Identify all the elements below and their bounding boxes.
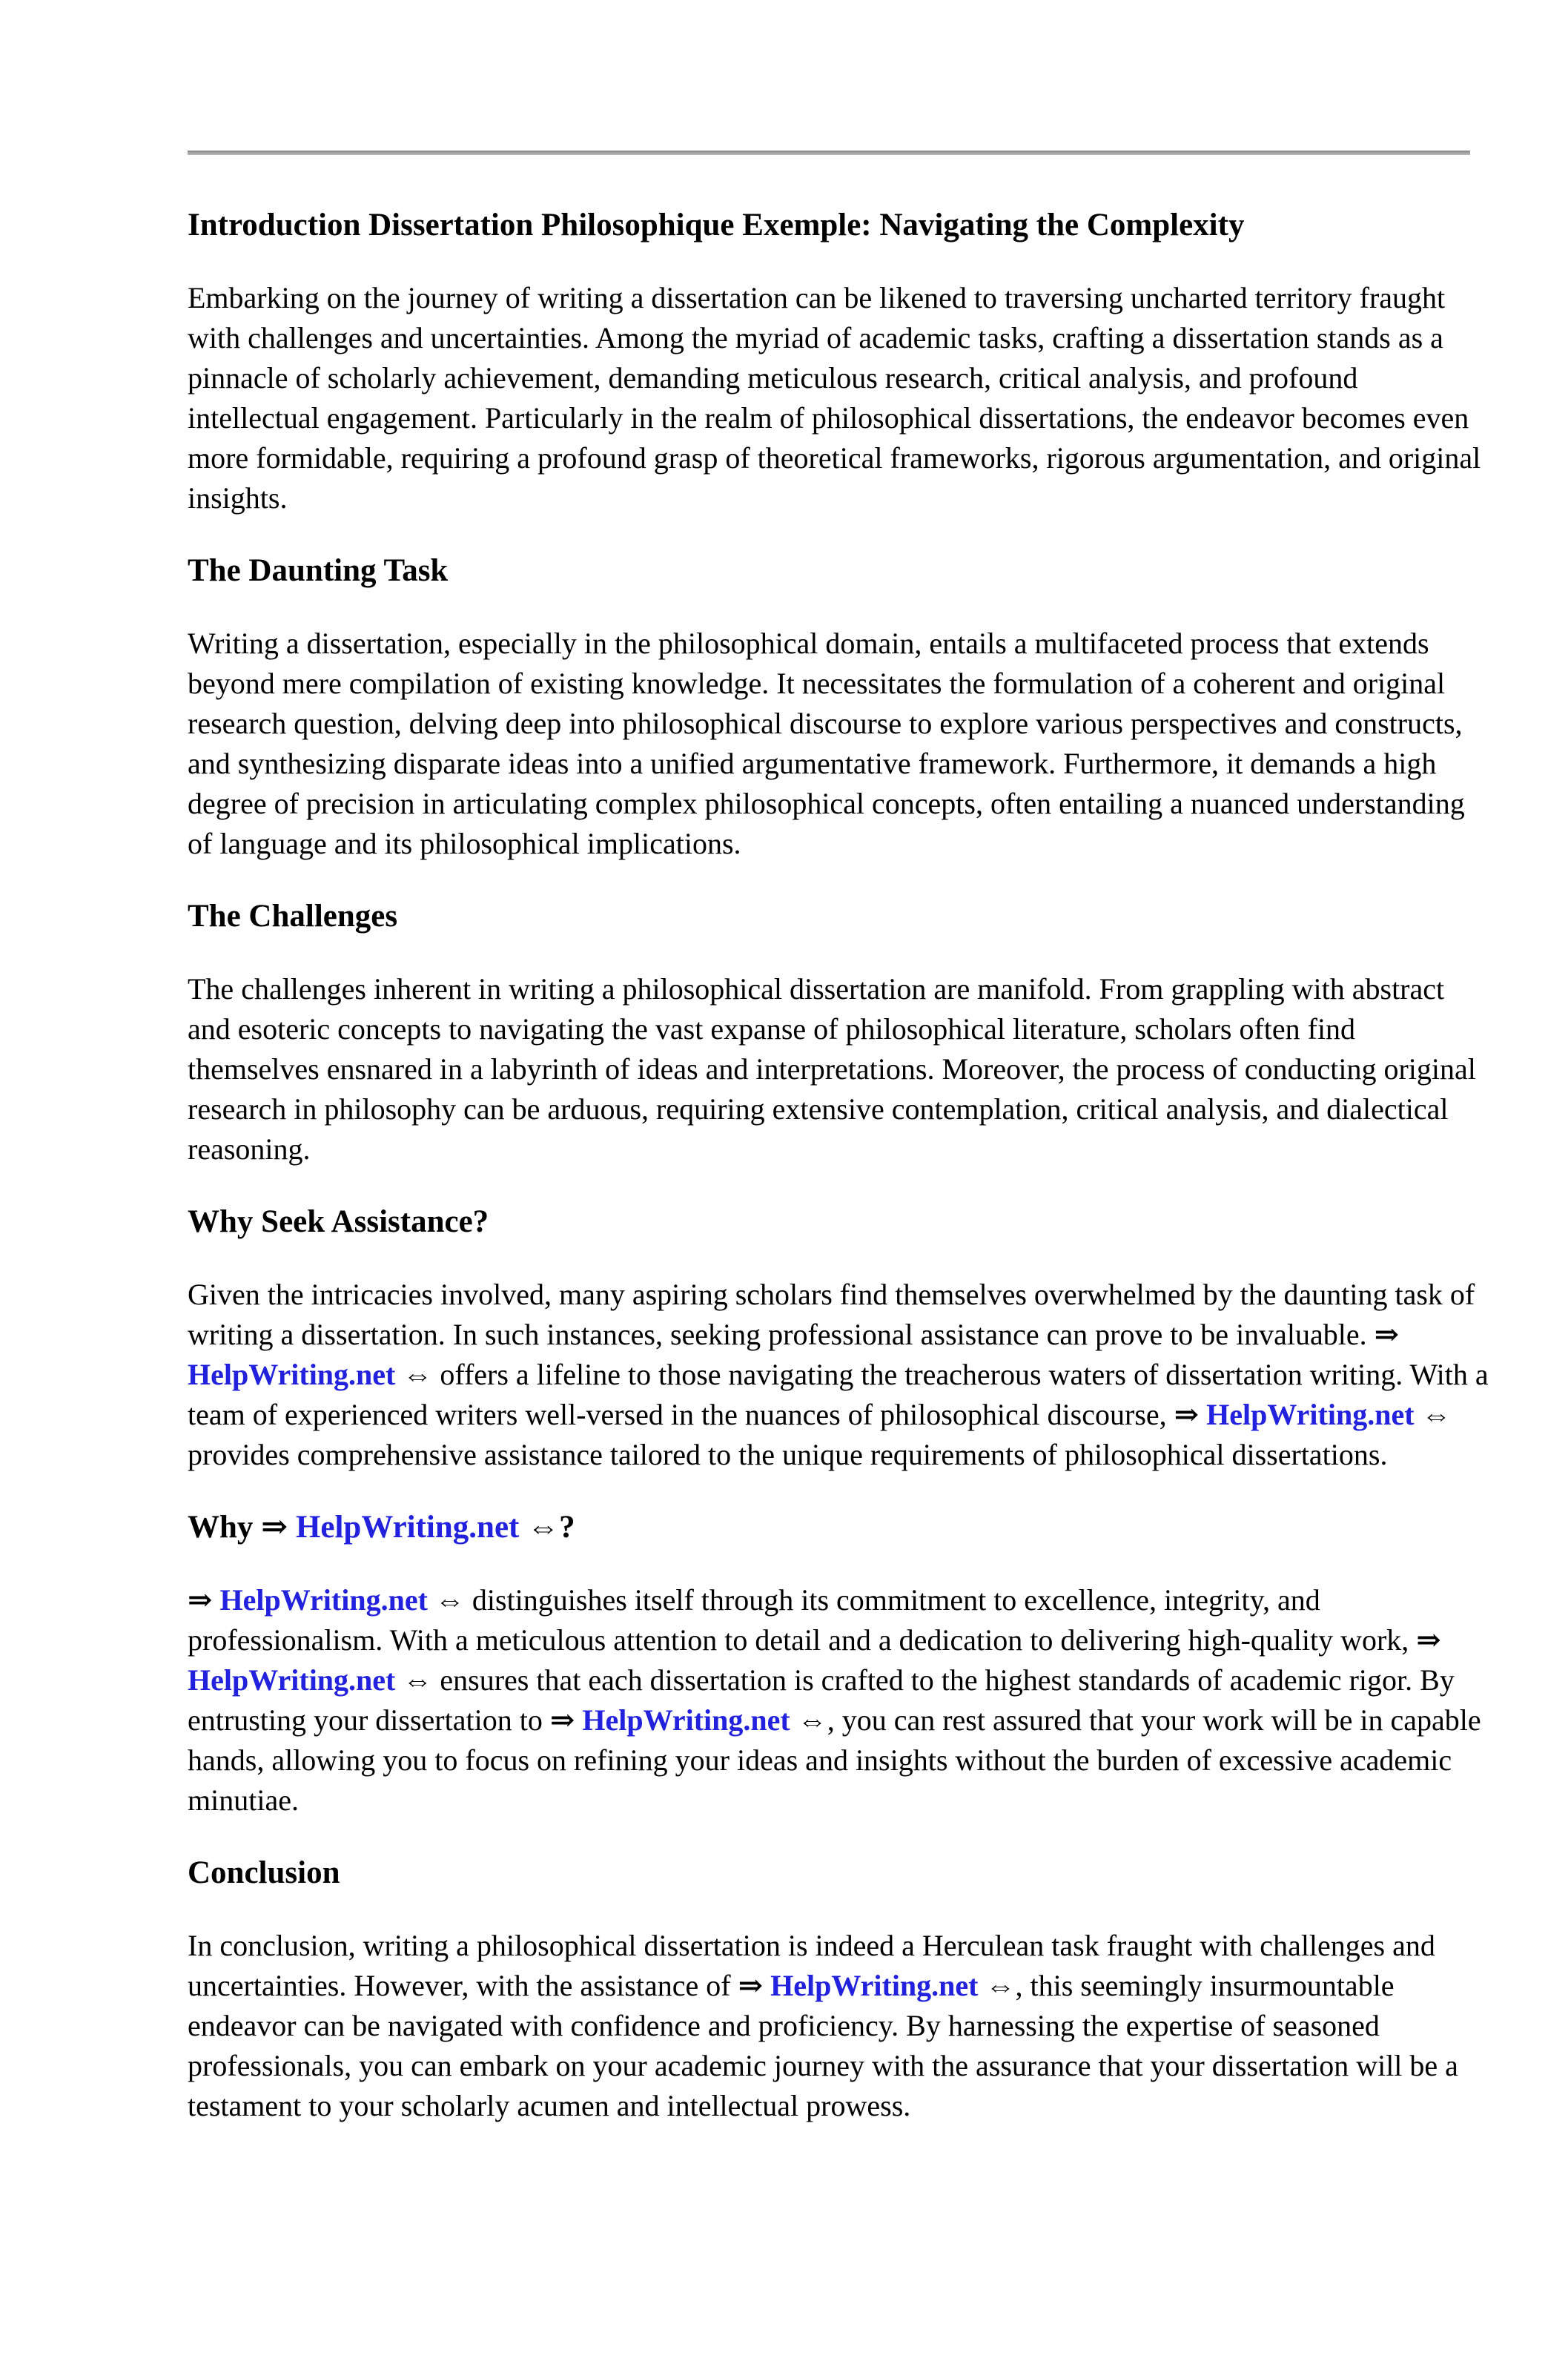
double-arrow-glyph: ⇒: [738, 1969, 771, 2002]
helpwriting-link[interactable]: HelpWriting.net: [1206, 1398, 1415, 1431]
text-run: ?: [559, 1510, 575, 1545]
heading-why-helpwriting: [188, 1508, 1494, 1548]
paragraph-challenges: [188, 969, 1494, 1169]
text-run: Why Seek Assistance?: [188, 1204, 489, 1239]
double-arrow-glyph: ⇔: [790, 1703, 827, 1737]
text-run: Given the intricacies involved, many aspiring scholars find themselves overwhelmed by the daunting task of writing a dissertation. In such instances, seeking professional assistance can prove to be invaluable.: [188, 1278, 1475, 1351]
double-arrow-glyph: ⇒: [188, 1583, 220, 1617]
paragraph-conclusion: [188, 1926, 1494, 2126]
text-run: ensures that each dissertation is crafted to the highest standards of academic rigor. By entrusting your dissertation to: [188, 1663, 1455, 1737]
double-arrow-glyph: ⇔: [519, 1510, 560, 1545]
text-run: The challenges inherent in writing a philosophical dissertation are manifold. From grappling with abstract and esoteric concepts to navigating the vast expanse of philosophical literature, scholars often find themselves ensnared in a labyrinth of ideas and interpretations. Moreover, the process of conducting original research in philosophy can be arduous, requiring extensive contemplation, critical analysis, and dialectical reasoning.: [188, 972, 1476, 1166]
double-arrow-glyph: ⇔: [1414, 1398, 1452, 1431]
paragraph-why-seek-assistance: [188, 1275, 1494, 1475]
page-title: [188, 205, 1494, 245]
heading-why-seek-assistance: [188, 1202, 1494, 1242]
double-arrow-glyph: ⇔: [395, 1358, 433, 1391]
text-run: , this seemingly insurmountable endeavor can be navigated with confidence and proficiency. By harnessing the expertise of seasoned professionals, you can embark on your academic journey with the assurance that your dissertation will be a testament to your scholarly acumen and intellectual prowess.: [188, 1969, 1458, 2122]
double-arrow-glyph: ⇔: [978, 1969, 1016, 2002]
double-arrow-glyph: ⇒: [1174, 1398, 1207, 1431]
text-run: The Challenges: [188, 899, 398, 934]
paragraph-why-helpwriting: [188, 1580, 1494, 1821]
text-run: The Daunting Task: [188, 553, 449, 588]
text-run: offers a lifeline to those navigating the treacherous waters of dissertation writing. With a team of experienced writers well-versed in the nuances of philosophical discourse,: [188, 1358, 1489, 1431]
text-run: Introduction Dissertation Philosophique Exemple: Navigating the Complexity: [188, 208, 1245, 242]
helpwriting-link[interactable]: HelpWriting.net: [188, 1663, 396, 1697]
paragraph-intro: [188, 278, 1494, 518]
text-run: provides comprehensive assistance tailored to the unique requirements of philosophical dissertations.: [188, 1438, 1388, 1471]
heading-conclusion: [188, 1853, 1494, 1893]
paragraph-daunting-task: [188, 624, 1494, 864]
text-run: In conclusion, writing a philosophical dissertation is indeed a Herculean task fraught with challenges and uncertainties. However, with the assistance of: [188, 1929, 1435, 2002]
double-arrow-glyph: ⇒: [549, 1703, 583, 1737]
helpwriting-link[interactable]: HelpWriting.net: [188, 1358, 396, 1391]
text-run: Embarking on the journey of writing a dissertation can be likened to traversing uncharted territory fraught with challenges and uncertainties. Among the myriad of academic tasks, crafting a dissertation stands as a pinnacle of scholarly achievement, demanding meticulous research, critical analysis, and profound intellectual engagement. Particularly in the realm of philosophical dissertations, the endeavor becomes even more formidable, requiring a profound grasp of theoretical frameworks, rigorous argumentation, and original insights.: [188, 281, 1481, 515]
helpwriting-link[interactable]: HelpWriting.net: [770, 1969, 979, 2002]
helpwriting-link[interactable]: HelpWriting.net: [219, 1583, 428, 1617]
heading-daunting-task: [188, 551, 1494, 591]
helpwriting-link[interactable]: HelpWriting.net: [295, 1510, 520, 1545]
double-arrow-glyph: ⇔: [395, 1663, 433, 1697]
document-content: [188, 155, 1494, 2126]
helpwriting-link[interactable]: HelpWriting.net: [582, 1703, 790, 1737]
double-arrow-glyph: ⇒: [1374, 1318, 1400, 1351]
heading-challenges: [188, 897, 1494, 937]
document-page: [0, 151, 1568, 2370]
text-run: distinguishes itself through its commitment to excellence, integrity, and professionalism. With a meticulous attention to detail and a dedication to delivering high-quality work,: [188, 1583, 1417, 1657]
double-arrow-glyph: ⇒: [261, 1510, 296, 1545]
text-run: Why: [188, 1510, 262, 1545]
text-run: , you can rest assured that your work will be in capable hands, allowing you to focus on refining your ideas and insights without the burden of excessive academic minutiae.: [188, 1703, 1481, 1817]
double-arrow-glyph: ⇒: [1416, 1623, 1441, 1657]
text-run: Conclusion: [188, 1855, 340, 1890]
double-arrow-glyph: ⇔: [427, 1583, 465, 1617]
text-run: Writing a dissertation, especially in the philosophical domain, entails a multifaceted process that extends beyond mere compilation of existing knowledge. It necessitates the formulation of a coherent and original research question, delving deep into philosophical discourse to explore various perspectives and constructs, and synthesizing disparate ideas into a unified argumentative framework. Furthermore, it demands a high degree of precision in articulating complex philosophical concepts, often entailing a nuanced understanding of language and its philosophical implications.: [188, 627, 1465, 860]
